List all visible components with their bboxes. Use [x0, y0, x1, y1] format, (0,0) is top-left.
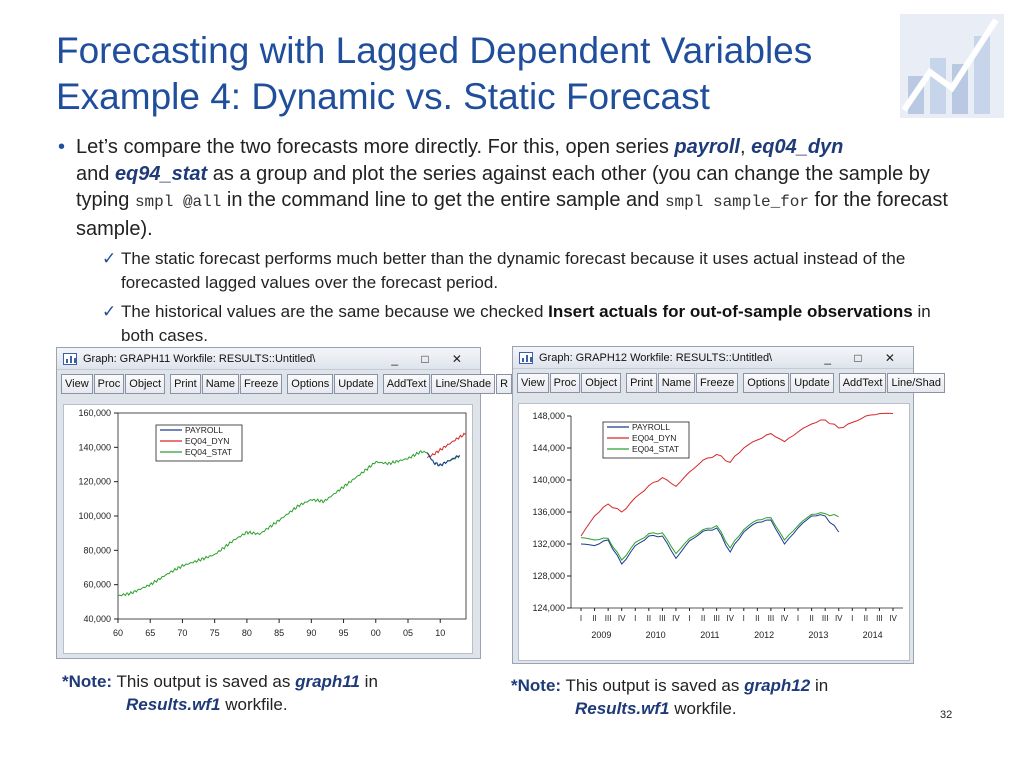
x-tick-label: 10: [435, 628, 446, 638]
title-line-2: Example 4: Dynamic vs. Static Forecast: [56, 76, 710, 117]
graph11-titlebar[interactable]: [57, 348, 480, 370]
graph12-title: Graph: GRAPH12 Workfile: RESULTS::Untitled\: [539, 352, 773, 364]
quarter-label: III: [713, 614, 720, 623]
x-tick-label: 70: [177, 628, 188, 638]
note-text-3: workfile.: [669, 699, 737, 718]
quarter-label: II: [755, 614, 760, 623]
x-tick-label: 60: [112, 628, 124, 638]
x-tick-label: 95: [338, 628, 349, 638]
toolbar-button-name[interactable]: Name: [202, 374, 239, 394]
title-line-1: Forecasting with Lagged Dependent Variables: [56, 30, 813, 71]
window-controls[interactable]: _ □ ✕: [824, 351, 905, 365]
note-workfile: Results.wf1: [126, 695, 221, 714]
quarter-label: II: [700, 614, 706, 623]
toolbar-button-object[interactable]: Object: [581, 373, 621, 393]
legend-label: EQ04_DYN: [632, 433, 677, 443]
note-workfile: Results.wf1: [575, 699, 670, 718]
sub-bullet-historical: [102, 300, 952, 348]
note-graph12: [511, 674, 828, 720]
insert-actuals-option: Insert actuals for out-of-sample observations: [548, 302, 913, 321]
quarter-label: I: [579, 614, 583, 623]
note-prefix: *Note:: [62, 672, 113, 691]
toolbar-button-freeze[interactable]: Freeze: [696, 373, 738, 393]
note-graph-name: graph12: [744, 676, 811, 695]
toolbar-button-freeze[interactable]: Freeze: [240, 374, 282, 394]
toolbar-button-options[interactable]: Options: [287, 374, 333, 394]
legend-label: PAYROLL: [632, 422, 670, 432]
sub-bullet-historical-text: [121, 300, 952, 348]
x-tick-label: 65: [145, 628, 156, 638]
y-tick-label: 148,000: [532, 411, 565, 421]
y-tick-label: 160,000: [78, 408, 111, 418]
toolbar-button-update[interactable]: Update: [334, 374, 377, 394]
toolbar-button-update[interactable]: Update: [790, 373, 833, 393]
graph11-title: Graph: GRAPH11 Workfile: RESULTS::Untitled\: [83, 353, 316, 365]
graph12-chart: [519, 404, 911, 662]
x-tick-label: 80: [241, 628, 252, 638]
bullet-text-5: in the command line to get the entire sample and: [221, 189, 665, 211]
note-text: This output is saved as: [565, 676, 745, 695]
year-label: 2013: [808, 630, 829, 640]
series-line-eq04_dyn: [427, 433, 466, 457]
checkmark-icon: ✓: [102, 302, 117, 321]
quarter-label: IV: [617, 614, 626, 623]
series-line-eq04_stat: [581, 513, 839, 560]
toolbar-button-line-shad[interactable]: Line/Shad: [887, 373, 945, 393]
series-payroll: payroll: [674, 136, 740, 158]
quarter-label: I: [634, 614, 637, 623]
note-text: This output is saved as: [116, 672, 296, 691]
command-smpl-sample-for: smpl sample_for: [664, 193, 809, 211]
toolbar-button-r[interactable]: R: [496, 374, 512, 394]
main-bullet-text: [76, 134, 958, 242]
toolbar-button-view[interactable]: View: [61, 374, 93, 394]
quarter-label: IV: [726, 614, 734, 623]
note-graph-name: graph11: [295, 672, 360, 691]
quarter-label: IV: [834, 614, 843, 623]
x-tick-label: 90: [306, 628, 317, 638]
bullet-text-3: and: [76, 162, 115, 185]
x-tick-label: 85: [274, 628, 285, 638]
note-text-2: in: [359, 672, 378, 691]
x-tick-label: 00: [370, 628, 381, 638]
y-tick-label: 128,000: [532, 571, 565, 581]
quarter-label: IV: [672, 614, 680, 623]
graph11-plot-area: [63, 404, 473, 654]
checkmark-icon: ✓: [102, 249, 117, 268]
series-eq04-dyn: eq04_dyn: [751, 136, 844, 158]
sub-bullet-static: [102, 247, 952, 295]
year-label: 2010: [645, 630, 666, 640]
bullet-text-2: ,: [739, 136, 752, 158]
legend-label: PAYROLL: [185, 425, 223, 435]
sub2-text-1: The historical values are the same because we checked: [121, 302, 549, 321]
toolbar-button-name[interactable]: Name: [658, 373, 695, 393]
note-text-2: in: [810, 676, 829, 695]
quarter-label: III: [767, 614, 775, 623]
bullet-text-6: for the forecast sample).: [76, 189, 948, 240]
year-label: 2014: [862, 630, 883, 640]
main-bullet: [58, 134, 958, 242]
quarter-label: I: [796, 614, 800, 623]
graph12-toolbar: [517, 373, 941, 395]
year-label: 2009: [591, 630, 612, 640]
quarter-label: III: [659, 614, 666, 623]
y-tick-label: 120,000: [78, 476, 111, 487]
sub-bullet-static-text: The static forecast performs much better than the dynamic forecast because it uses actual instead of the forecasted lagged values over the forecast period.: [121, 249, 906, 292]
quarter-label: II: [646, 614, 652, 623]
x-tick-label: 05: [402, 628, 414, 638]
x-tick-label: 75: [209, 628, 220, 638]
legend-label: EQ04_DYN: [185, 436, 230, 446]
y-tick-label: 60,000: [83, 579, 111, 590]
quarter-label: III: [876, 614, 883, 623]
page-number: 32: [940, 709, 953, 721]
graph12-window[interactable]: [512, 346, 941, 664]
y-tick-label: 124,000: [532, 603, 565, 613]
note-graph11: [62, 670, 378, 716]
quarter-label: II: [592, 614, 597, 623]
y-tick-label: 80,000: [83, 545, 111, 556]
y-tick-label: 144,000: [532, 443, 565, 453]
quarter-label: I: [688, 614, 691, 623]
quarter-label: III: [821, 614, 829, 623]
slide-title: [56, 28, 896, 120]
quarter-label: II: [863, 614, 869, 623]
toolbar-button-view[interactable]: View: [517, 373, 549, 393]
note-text-3: workfile.: [220, 695, 288, 714]
note-prefix: *Note:: [511, 676, 562, 695]
y-tick-label: 132,000: [532, 539, 565, 549]
y-tick-label: 100,000: [78, 511, 111, 521]
bullet-text-1: Let’s compare the two forecasts more directly. For this, open series: [76, 136, 675, 158]
year-label: 2011: [700, 630, 720, 640]
y-tick-label: 136,000: [532, 507, 565, 517]
toolbar-button-line-shade[interactable]: Line/Shade: [431, 374, 495, 394]
series-eq94-stat: eq94_stat: [114, 162, 208, 185]
toolbar-button-proc[interactable]: Proc: [550, 373, 581, 393]
toolbar-button-print[interactable]: Print: [626, 373, 657, 393]
toolbar-button-addtext[interactable]: AddText: [383, 374, 431, 394]
toolbar-button-options[interactable]: Options: [743, 373, 789, 393]
graph12-titlebar[interactable]: [513, 347, 913, 369]
command-smpl-all: smpl @all: [134, 193, 222, 211]
quarter-label: II: [809, 614, 814, 623]
series-line-eq04_stat: [118, 451, 460, 596]
toolbar-button-object[interactable]: Object: [125, 374, 165, 394]
toolbar-button-proc[interactable]: Proc: [94, 374, 125, 394]
graph-window-icon: [519, 352, 533, 364]
graph12-plot-area: [518, 403, 910, 661]
quarter-label: I: [742, 614, 745, 623]
y-tick-label: 140,000: [532, 475, 565, 485]
graph11-window[interactable]: [56, 347, 509, 659]
toolbar-button-addtext[interactable]: AddText: [839, 373, 887, 393]
y-tick-label: 40,000: [83, 614, 111, 624]
toolbar-button-print[interactable]: Print: [170, 374, 201, 394]
year-label: 2012: [754, 630, 775, 640]
legend-label: EQ04_STAT: [185, 447, 232, 457]
quarter-label: I: [851, 614, 854, 623]
bullet-text-4: as a group and plot the series against each other (you can change the sample by typing: [76, 162, 930, 211]
quarter-label: III: [604, 614, 612, 623]
graph11-chart: [64, 405, 474, 655]
quarter-label: IV: [889, 614, 897, 623]
chart-logo-icon: [900, 14, 1004, 118]
graph11-toolbar: [61, 374, 509, 396]
bullet-dot: •: [58, 136, 66, 158]
quarter-label: IV: [780, 614, 789, 623]
y-tick-label: 140,000: [78, 442, 111, 453]
graph-window-icon: [63, 353, 77, 365]
sub2-text-2: in both cases.: [121, 302, 931, 345]
legend-label: EQ04_STAT: [632, 444, 679, 454]
window-controls[interactable]: _ □ ✕: [391, 352, 472, 366]
